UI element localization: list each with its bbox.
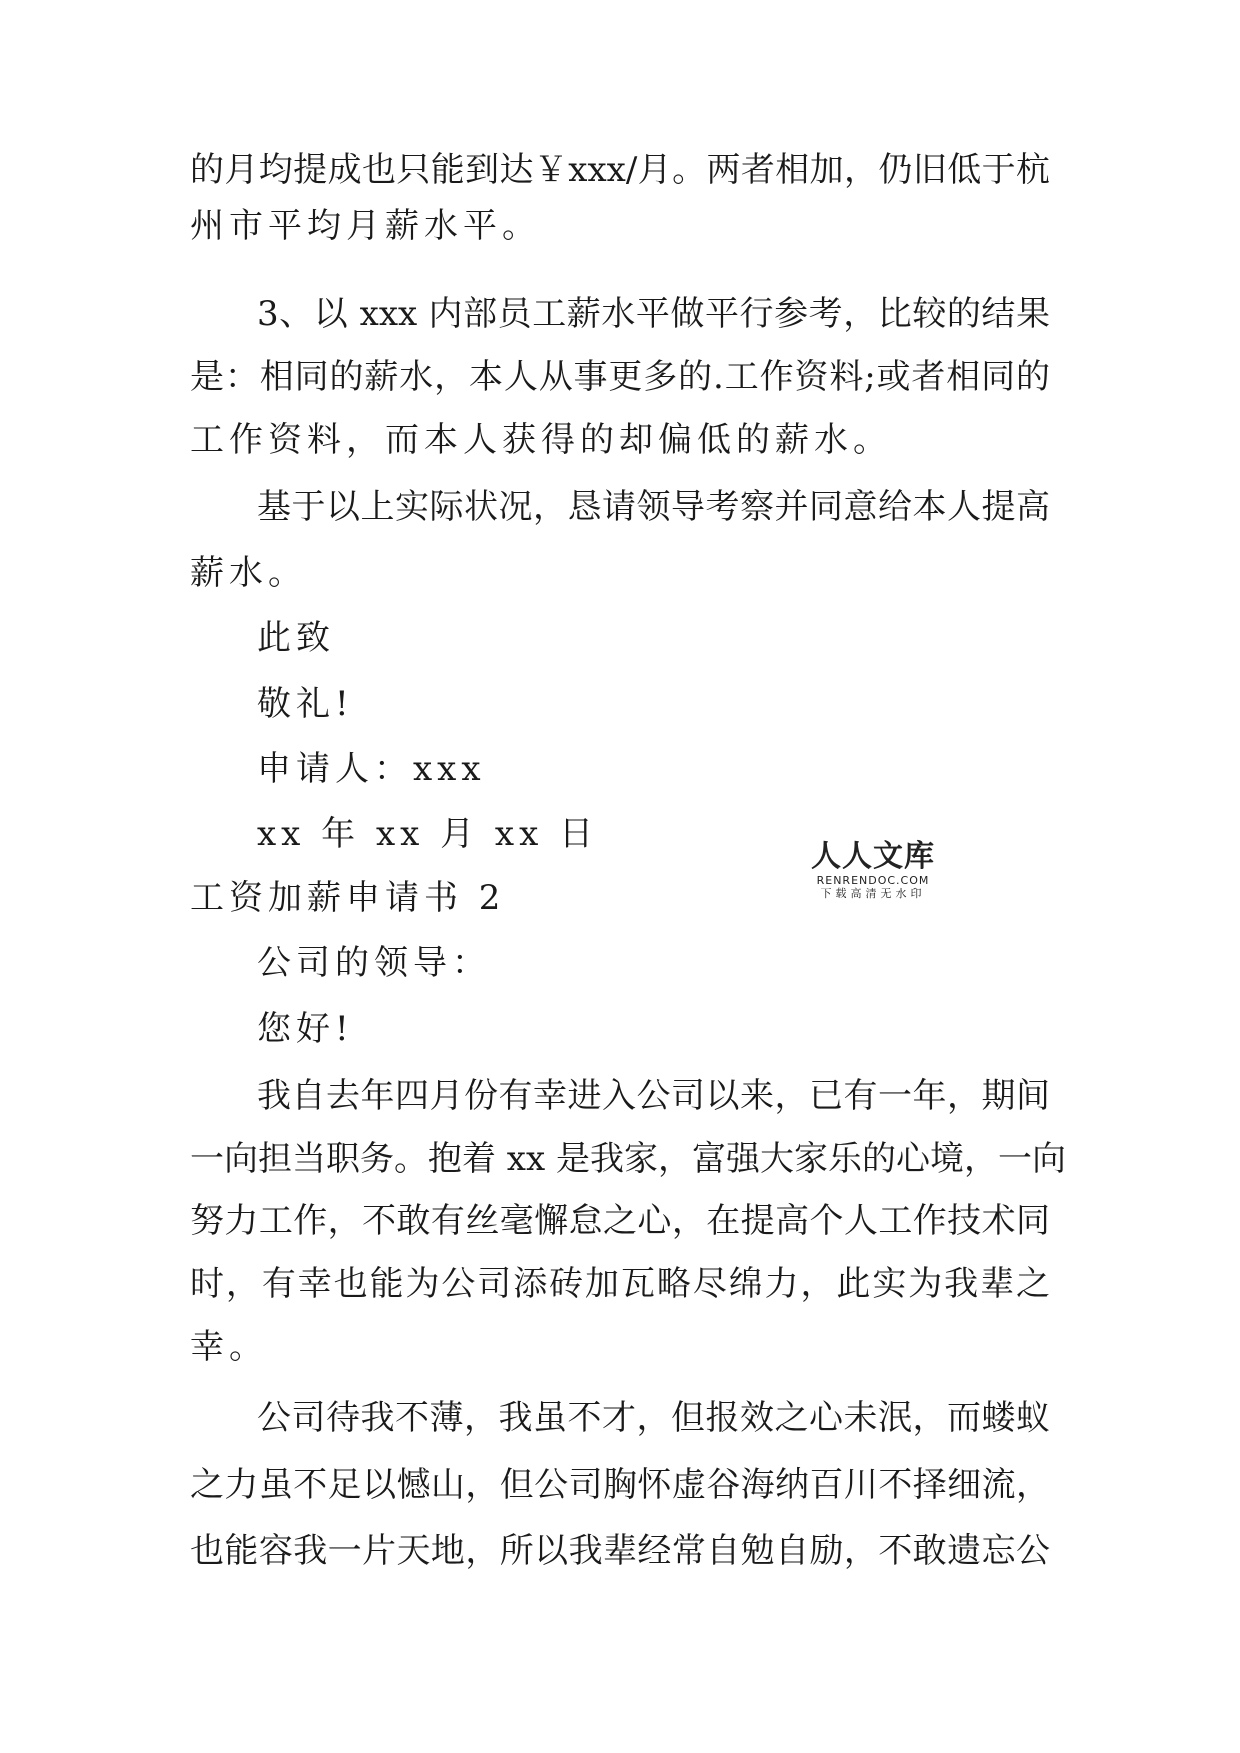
paragraph-5-line-2: 之力虽不足以憾山，但公司胸怀虚谷海纳百川不择细流， bbox=[190, 1465, 1050, 1505]
section-title: 工资加薪申请书 2 bbox=[190, 878, 506, 918]
renrendoc-watermark bbox=[808, 840, 938, 900]
paragraph-2-line-3: 工作资料，而本人获得的却偏低的薪水。 bbox=[190, 420, 892, 460]
paragraph-5-line-3: 也能容我一片天地，所以我辈经常自勉自励，不敢遗忘公 bbox=[190, 1531, 1050, 1571]
paragraph-1-line-1: 的月均提成也只能到达￥xxx/月。两者相加，仍旧低于杭 bbox=[190, 150, 1050, 190]
watermark-site: RENRENDOC.COM bbox=[816, 874, 930, 887]
closing-jing-li: 敬礼! bbox=[257, 684, 354, 724]
watermark-subtitle: 下载高清无水印 bbox=[820, 887, 926, 900]
closing-ci-zhi: 此致 bbox=[257, 618, 335, 658]
paragraph-4-line-1: 我自去年四月份有幸进入公司以来，已有一年，期间 bbox=[257, 1076, 1050, 1116]
date-line: xx 年 xx 月 xx 日 bbox=[257, 814, 599, 854]
paragraph-3-line-1: 基于以上实际状况，恳请领导考察并同意给本人提高 bbox=[257, 487, 1050, 527]
paragraph-5-line-1: 公司待我不薄，我虽不才，但报效之心未泯，而蝼蚁 bbox=[257, 1398, 1050, 1438]
paragraph-3-line-2: 薪水。 bbox=[190, 553, 307, 593]
salutation: 公司的领导： bbox=[257, 943, 491, 983]
applicant-line: 申请人：xxx bbox=[257, 749, 486, 789]
paragraph-2-line-2: 是：相同的薪水，本人从事更多的.工作资料;或者相同的 bbox=[190, 357, 1050, 397]
paragraph-4-line-5: 幸。 bbox=[190, 1327, 268, 1367]
paragraph-1-line-2: 州市平均月薪水平。 bbox=[190, 206, 541, 246]
paragraph-4-line-3: 努力工作，不敢有丝毫懈怠之心，在提高个人工作技术同 bbox=[190, 1201, 1050, 1241]
paragraph-4-line-2: 一向担当职务。抱着 xx 是我家，富强大家乐的心境，一向 bbox=[190, 1139, 1066, 1179]
watermark-logo-text: 人人文库 bbox=[811, 839, 935, 874]
greeting: 您好! bbox=[257, 1009, 354, 1049]
paragraph-4-line-4: 时，有幸也能为公司添砖加瓦略尽绵力，此实为我辈之 bbox=[190, 1264, 1050, 1304]
paragraph-2-line-1: 3、以 xxx 内部员工薪水平做平行参考，比较的结果 bbox=[257, 294, 1050, 334]
